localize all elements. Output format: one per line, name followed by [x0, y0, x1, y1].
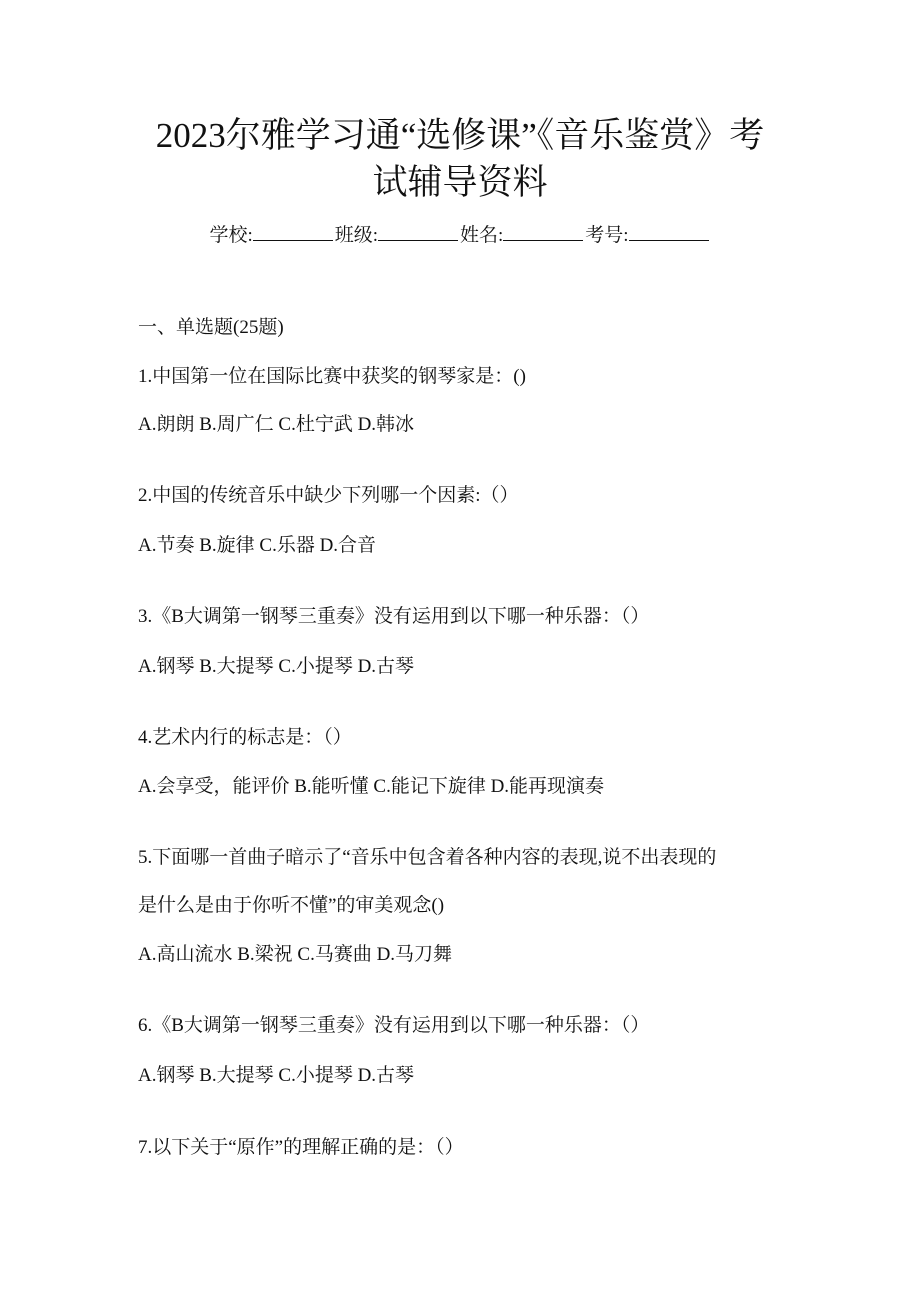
class-blank[interactable] [378, 222, 458, 241]
class-label: 班级: [334, 225, 378, 246]
question-3: 3.《B大调第一钢琴三重奏》没有运用到以下哪一种乐器：（） [138, 606, 650, 627]
question-4-options: A.会享受，能评价 B.能听懂 C.能记下旋律 D.能再现演奏 [138, 776, 605, 797]
question-3-options: A.钢琴 B.大提琴 C.小提琴 D.古琴 [138, 656, 415, 677]
question-6: 6.《B大调第一钢琴三重奏》没有运用到以下哪一种乐器：（） [138, 1015, 650, 1036]
question-7: 7.以下关于“原作”的理解正确的是：（） [138, 1137, 464, 1158]
name-label: 姓名: [460, 225, 504, 246]
question-1: 1.中国第一位在国际比赛中获奖的钢琴家是：() [138, 366, 526, 387]
question-5-options: A.高山流水 B.梁祝 C.马赛曲 D.马刀舞 [138, 944, 453, 965]
school-blank[interactable] [253, 222, 333, 241]
question-4: 4.艺术内行的标志是：（） [138, 727, 352, 748]
document-title-line-1: 2023尔雅学习通“选修课”《音乐鉴赏》考 [155, 116, 765, 155]
question-2: 2.中国的传统音乐中缺少下列哪一个因素:（） [138, 485, 519, 506]
section-heading: 一、单选题(25题) [138, 317, 284, 338]
question-6-options: A.钢琴 B.大提琴 C.小提琴 D.古琴 [138, 1065, 415, 1086]
document-title-line-2: 试辅导资料 [372, 163, 548, 202]
name-blank[interactable] [503, 222, 583, 241]
question-1-options: A.朗朗 B.周广仁 C.杜宁武 D.韩冰 [138, 414, 415, 435]
question-5: 5.下面哪一首曲子暗示了“音乐中包含着各种内容的表现,说不出表现的 [138, 847, 717, 868]
school-label: 学校: [209, 225, 253, 246]
student-info-line [0, 222, 920, 249]
question-5-continued: 是什么是由于你听不懂”的审美观念() [138, 895, 445, 916]
number-label: 考号: [585, 225, 629, 246]
number-blank[interactable] [629, 222, 709, 241]
question-2-options: A.节奏 B.旋律 C.乐器 D.合音 [138, 535, 377, 556]
